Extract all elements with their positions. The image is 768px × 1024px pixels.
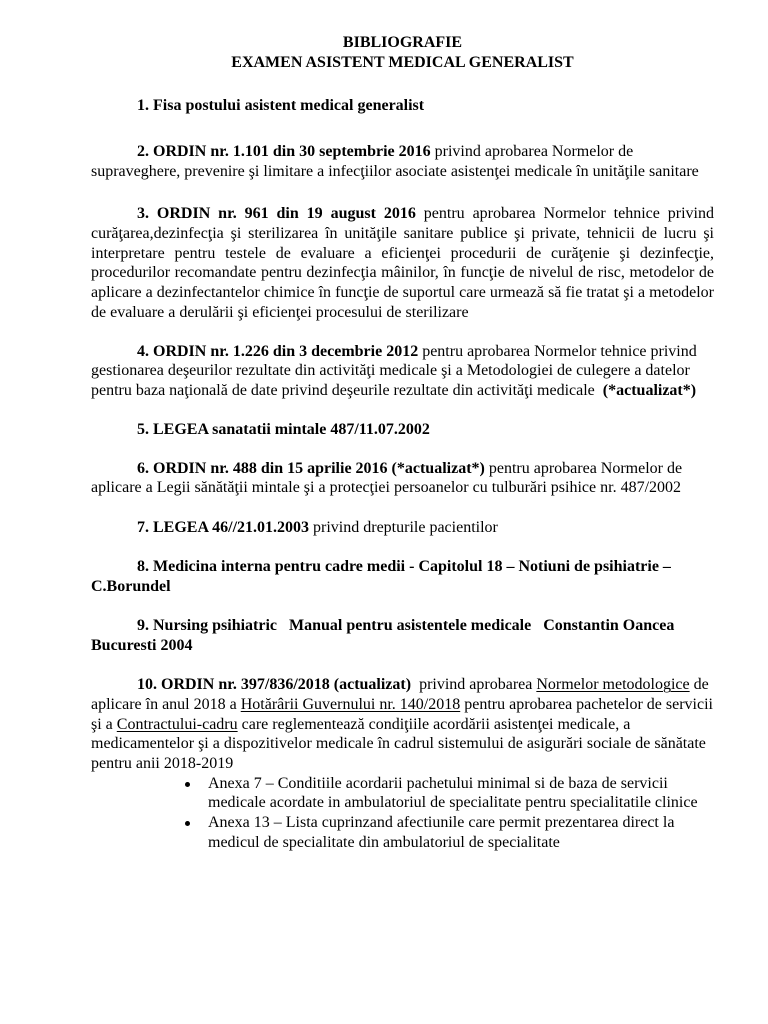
bibliography-item-6 <box>91 459 714 498</box>
item-reference: 1. Fisa postului asistent medical generalist <box>137 96 425 114</box>
annex-text: Anexa 13 – Lista cuprinzand afectiunile care permit prezentarea direct la medicul de specialitate din ambulatoriul de specialitate <box>208 814 675 851</box>
bibliography-item-10 <box>91 675 714 774</box>
item-update-note: (*actualizat*) <box>602 381 697 399</box>
item-reference: 7. LEGEA 46//21.01.2003 <box>137 518 310 536</box>
annex-text: Anexa 7 – Conditiile acordarii pachetului minimal si de baza de servicii medicale acordate in ambulatoriul de specialitate pentru specialitatile clinice <box>208 774 698 812</box>
annex-list <box>208 774 700 853</box>
item-reference: 8. Medicina interna pentru cadre medii - Capitolul 18 – Notiuni de psihiatrie – C.Borundel <box>91 558 671 595</box>
item-description: privind aprobarea <box>411 676 537 694</box>
item-description: pentru aprobarea Normelor de aplicare a Legii sănătăţii mintale şi a protecţiei persoanelor cu tulburări psihice nr. 487/2002 <box>91 459 683 497</box>
bibliography-item-3 <box>91 204 714 322</box>
list-item <box>208 774 700 813</box>
item-description: pentru aprobarea Normelor tehnice privind curăţarea,dezinfecţia şi sterilizarea în unităţile sanitare publice şi private, tehnicii de lucru şi interpretare pentru testele de evaluare a eficienţei procedurii de curăţenie şi dezinfecţie, procedurilor recomandate pentru dezinfecţia mâinilor, în funcţie de nivelul de risc, metodelor de aplicare a dezinfectantelor chimice în funcţie de suportul care urmează să fie tratat şi a metodelor de evaluare a derulării şi eficienţei procesului de sterilizare <box>91 205 714 321</box>
item-reference: 10. ORDIN nr. 397/836/2018 (actualizat) <box>137 676 412 694</box>
document-subtitle: EXAMEN ASISTENT MEDICAL GENERALIST <box>231 53 574 71</box>
list-item <box>208 813 700 852</box>
bullet-icon <box>185 821 190 826</box>
item-reference: 4. ORDIN nr. 1.226 din 3 decembrie 2012 <box>137 342 419 360</box>
document-body <box>91 33 714 853</box>
bibliography-item-2 <box>91 142 714 181</box>
bibliography-item-8 <box>91 557 714 596</box>
item-reference: 6. ORDIN nr. 488 din 15 aprilie 2016 (*actualizat*) <box>137 459 485 477</box>
item-description: care reglementează condiţiile acordării asistenţei medicale, a medicamentelor şi a dispozitivelor medicale în cadrul sistemului de asigurări sociale de sănătate pentru anii 2018-2019 <box>91 715 706 773</box>
bibliography-item-4 <box>91 342 714 401</box>
item-reference: 2. ORDIN nr. 1.101 din 30 septembrie 2016 <box>137 142 431 160</box>
document-title: BIBLIOGRAFIE <box>342 34 463 51</box>
item-description: de aplicare în anul 2018 a <box>91 676 709 713</box>
link-normelor-metodologice[interactable]: Normelor metodologice <box>536 676 690 694</box>
item-description: privind drepturile pacientilor <box>309 518 498 536</box>
item-description: pentru aprobarea pachetelor de servicii şi a <box>91 695 713 733</box>
bibliography-item-9 <box>91 616 714 655</box>
item-reference: 3. ORDIN nr. 961 din 19 august 2016 <box>137 205 416 223</box>
link-hotararii-guvernului[interactable]: Hotărârii Guvernului nr. 140/2018 <box>240 695 461 713</box>
item-description: privind aprobarea Normelor de supraveghere, prevenire şi limitare a infecţiilor asociate asistenţei medicale în unităţile sanitare <box>91 142 699 180</box>
bibliography-item-5 <box>91 420 714 440</box>
bibliography-item-7 <box>91 518 714 538</box>
bibliography-item-1 <box>91 96 714 116</box>
link-contractului-cadru[interactable]: Contractului-cadru <box>116 715 238 733</box>
item-description: pentru aprobarea Normelor tehnice privind gestionarea deşeurilor rezultate din activităţi medicale şi a Metodologiei de culegere a datelor pentru baza naţională de date privind deşeurile rezultate din activităţi medicale <box>91 342 701 399</box>
item-reference: 5. LEGEA sanatatii mintale 487/11.07.2002 <box>137 421 430 439</box>
bullet-icon <box>185 782 190 787</box>
item-reference: 9. Nursing psihiatric Manual pentru asistentele medicale Constantin Oancea Bucuresti 2004 <box>91 617 687 654</box>
